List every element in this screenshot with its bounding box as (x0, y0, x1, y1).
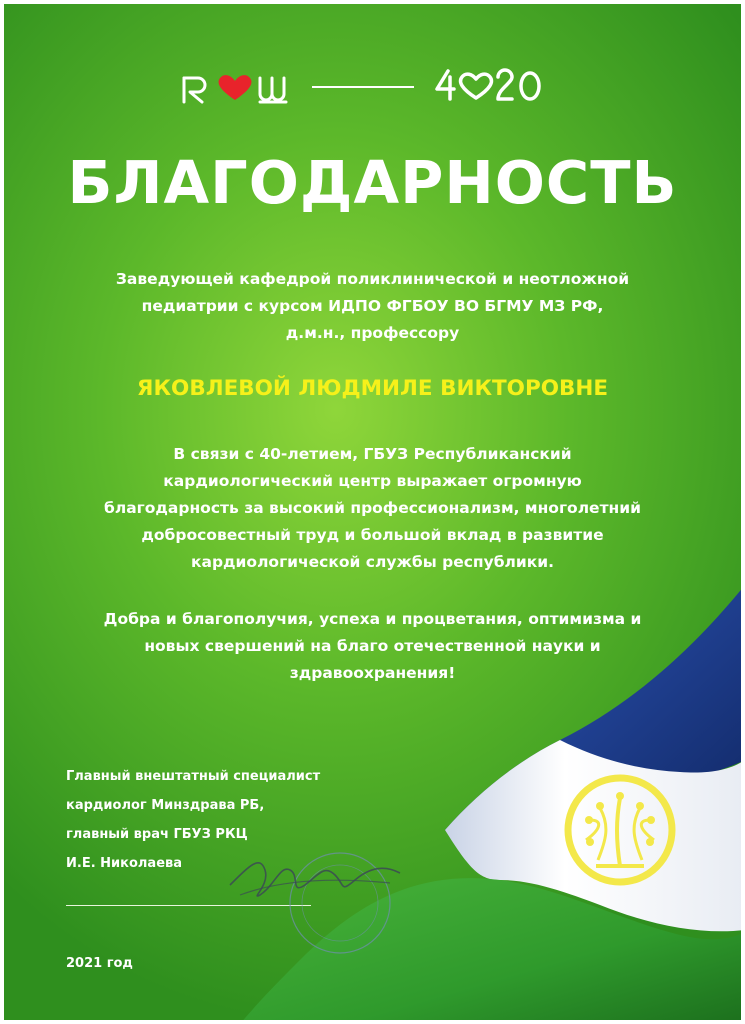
signature-with-stamp (220, 825, 410, 955)
wishes-line: новых свершений на благо отечественной науки и (144, 637, 601, 655)
signatory-line: главный врач ГБУЗ РКЦ (66, 827, 248, 842)
certificate-year: 2021 год (66, 956, 133, 971)
addressee-line: Заведующей кафедрой поликлинической и неотложной (115, 270, 630, 288)
gratitude-line: В связи с 40-летием, ГБУЗ Республиканский (173, 445, 572, 463)
gratitude-line: кардиологический центр выражает огромную (163, 472, 582, 490)
certificate-title: БЛАГОДАРНОСТЬ (67, 148, 678, 217)
wishes-line: здравоохранения! (289, 664, 456, 682)
signatory-line: Главный внештатный специалист (66, 769, 321, 784)
addressee-line: д.м.н., профессору (285, 324, 460, 342)
signatory-line: кардиолог Минздрава РБ, (66, 798, 265, 813)
gratitude-line: благодарность за высокий профессионализм, многолетний (104, 499, 641, 517)
addressee-line: педиатрии с курсом ИДПО ФГБОУ ВО БГМУ МЗ РФ, (141, 297, 604, 315)
gratitude-line: кардиологической службы республики. (190, 553, 555, 571)
recipient-name: ЯКОВЛЕВОЙ ЛЮДМИЛЕ ВИКТОРОВНЕ (136, 376, 609, 401)
wishes-line: Добра и благополучия, успеха и процветания, оптимизма и (103, 610, 642, 628)
signatory-line: И.Е. Николаева (66, 856, 183, 871)
gratitude-line: добросовестный труд и большой вклад в развитие (141, 526, 604, 544)
